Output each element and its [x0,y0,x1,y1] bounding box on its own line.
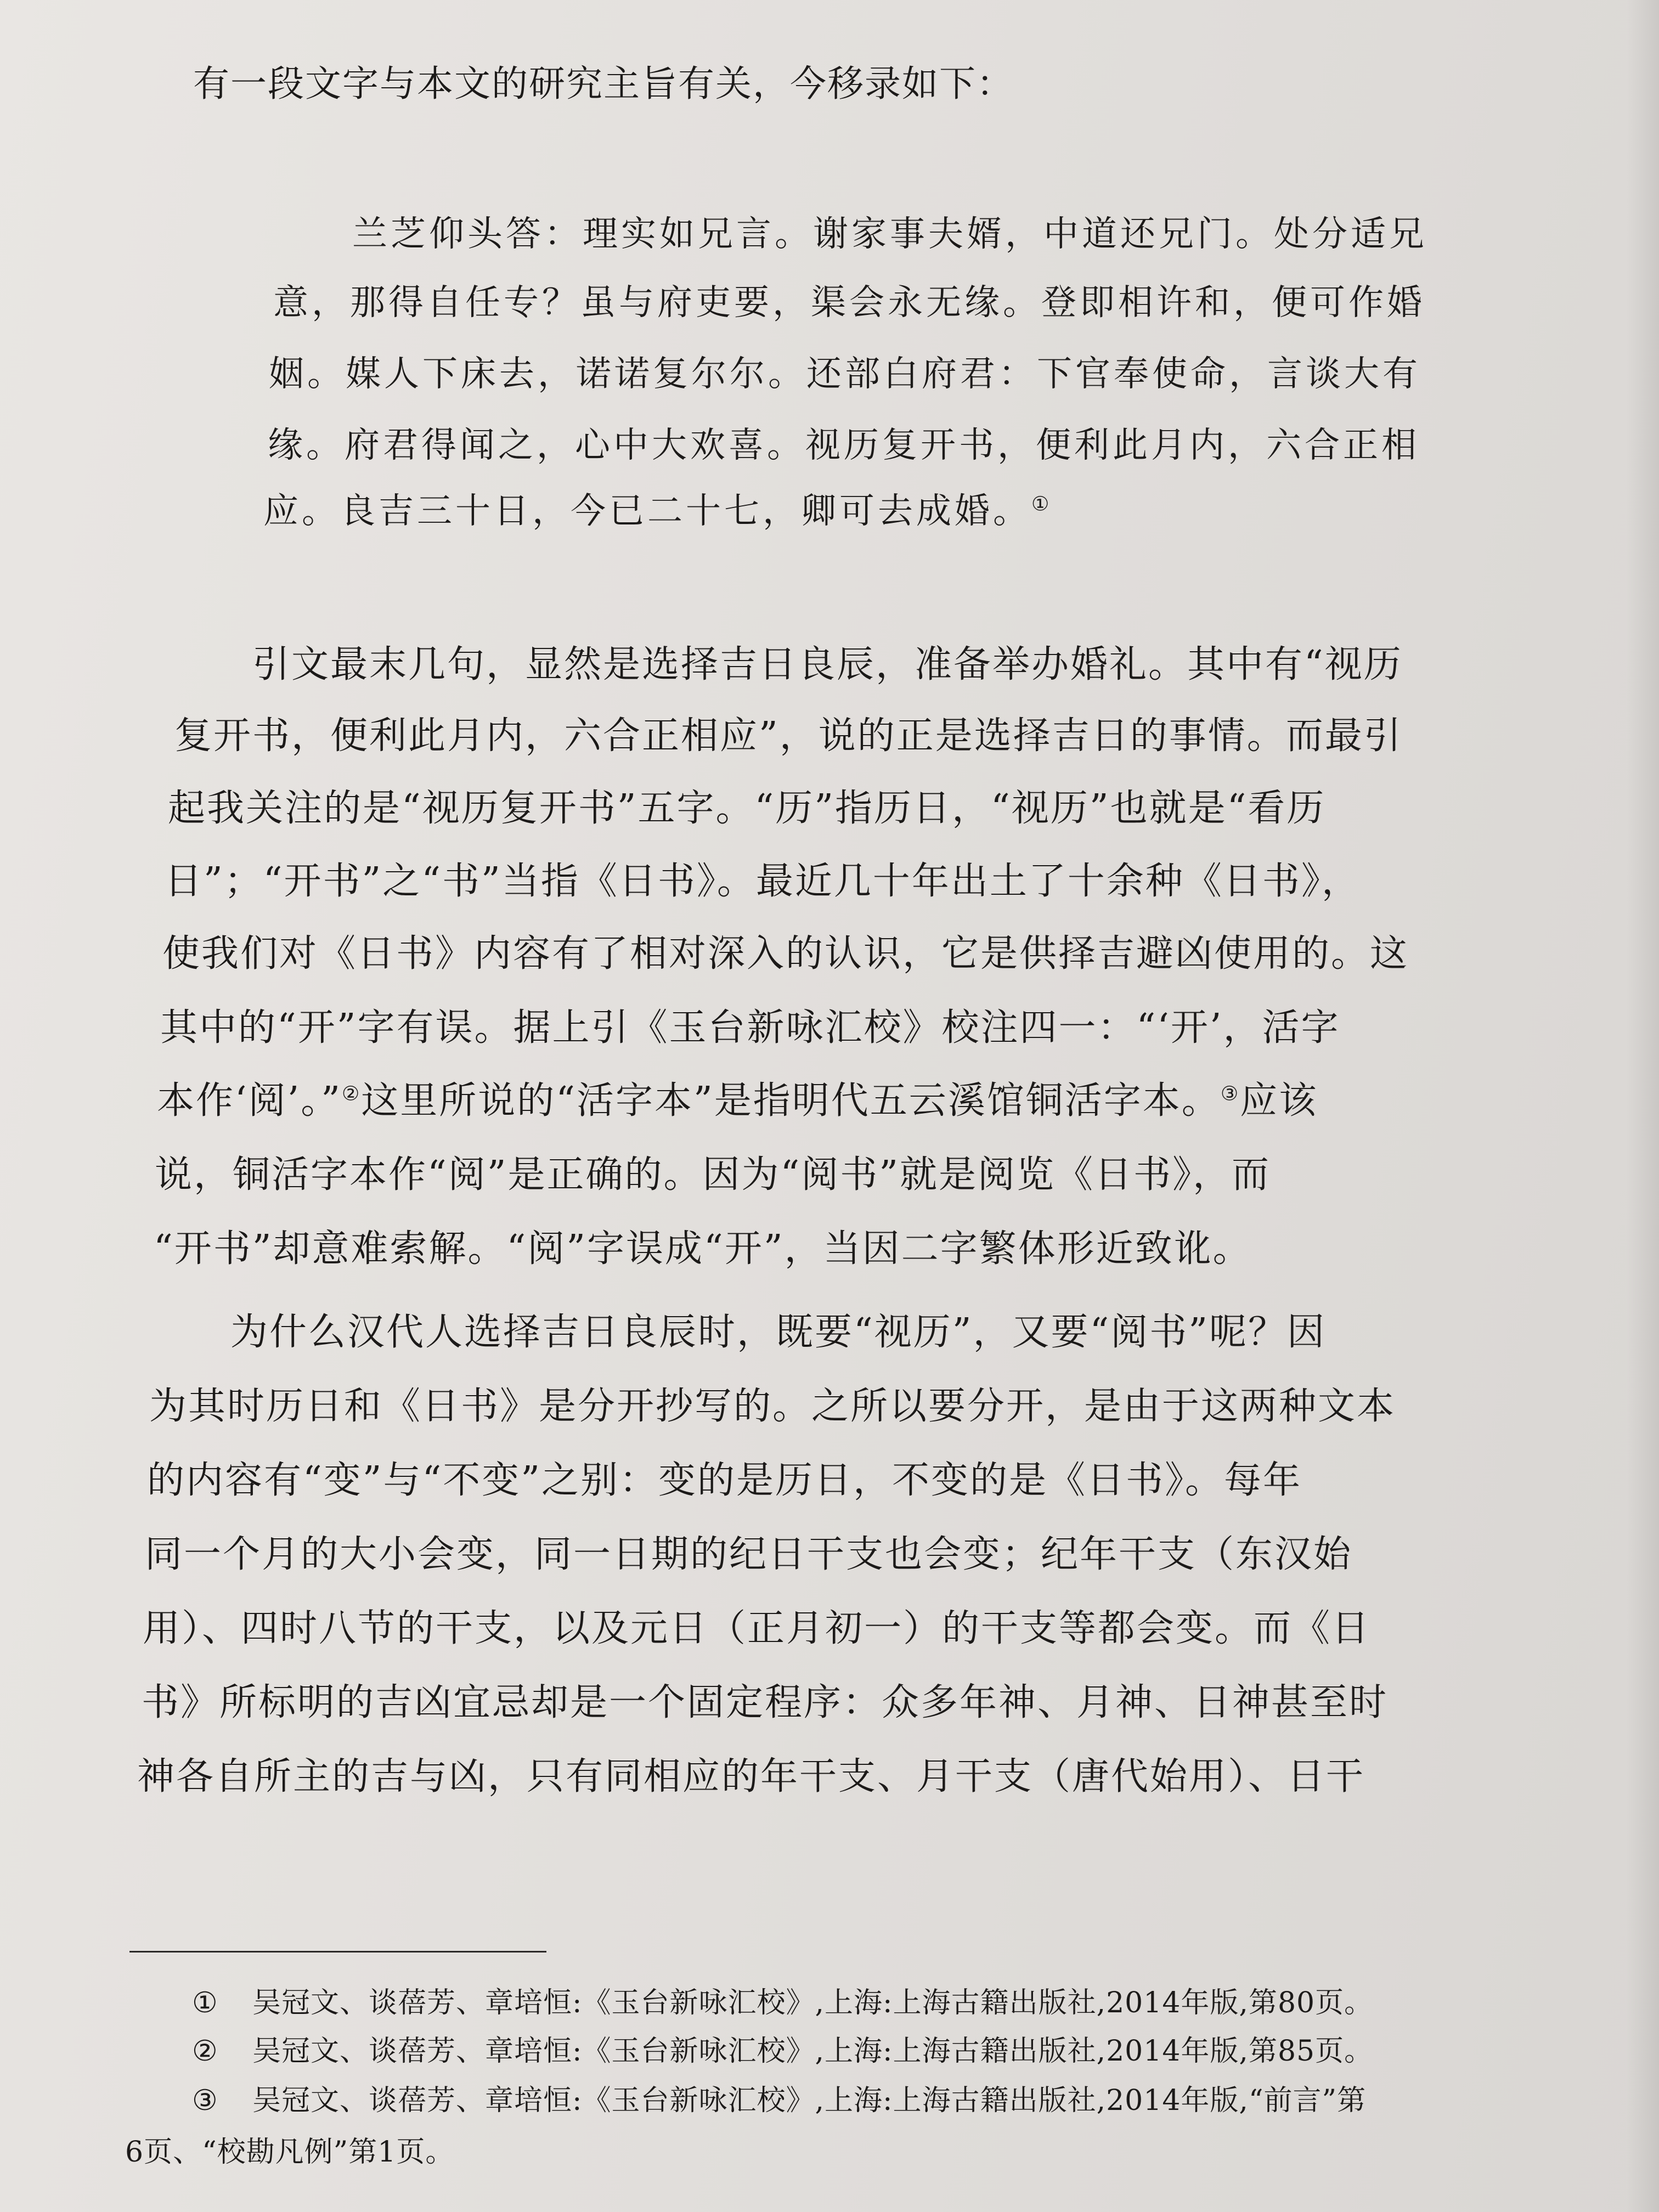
paragraph1-line: 说，铜活字本作“阅”是正确的。因为“阅书”就是阅览《日书》，而 [155,1153,1271,1197]
footnote-1 [192,1979,1373,2021]
paragraph1-line: 复开书，便利此月内，六合正相应”，说的正是选择吉日的事情。而最引 [174,714,1403,758]
paragraph2-line: 神各自所主的吉与凶，只有同相应的年干支、月干支（唐代始用）、日干 [137,1755,1365,1798]
paragraph1-line: 使我们对《日书》内容有了相对深入的认识，它是供择吉避凶使用的。这 [162,932,1409,975]
paragraph2-line: 书》所标明的吉凶宜忌却是一个固定程序：众多年神、月神、日神甚至时 [142,1681,1389,1724]
footnote-mark: ② [192,2035,218,2068]
footnote-text: 吴冠文、谈蓓芳、章培恒:《玉台新咏汇校》,上海:上海古籍出版社,2014年版,第80页。 [252,1987,1374,2019]
intro-line: 有一段文字与本文的研究主旨有关，今移录如下： [193,63,1014,105]
paragraph2-line: 用）、四时八节的干支，以及元日（正月初一）的干支等都会变。而《日 [143,1607,1371,1650]
footnote-mark: ① [192,1987,218,2019]
paragraph1-line: 引文最末几句，显然是选择吉日良辰，准备举办婚礼。其中有“视历 [252,643,1403,686]
quote-line: 缘。府君得闻之，心中大欢喜。视历复开书，便利此月内，六合正相 [268,426,1420,465]
footnote-3-continuation: 6页、“校勘凡例”第1页。 [125,2136,455,2169]
paragraph1-line: “开书”却意难索解。“阅”字误成“开”，当因二字繁体形近致讹。 [154,1227,1252,1271]
footnote-divider [129,1951,546,1953]
quote-line: 兰芝仰头答：理实如兄言。谢家事夫婿，中道还兄门。处分适兄 [352,215,1427,253]
paragraph2-line: 的内容有“变”与“不变”之别：变的是历日，不变的是《日书》。每年 [147,1459,1302,1502]
footnote-ref-3: ③ [1220,1082,1240,1105]
footnote-3 [192,2077,1366,2118]
quote-line: 意，那得自任专？虽与府吏要，渠会永无缘。登即相许和，便可作婚 [273,283,1425,322]
quote-line: 姻。媒人下床去，诺诺复尔尔。还部白府君：下官奉使命，言谈大有 [269,354,1421,393]
paragraph1-line: 起我关注的是“视历复开书”五字。“历”指历日，“视历”也就是“看历 [168,787,1326,830]
paragraph1-line: 其中的“开”字有误。据上引《玉台新咏汇校》校注四一：“‘开’，活字 [160,1006,1340,1049]
footnote-ref-2: ② [342,1082,362,1105]
page-edge-shadow [1626,0,1659,2212]
quote-line: 应。良吉三十日，今已二十七，卿可去成婚。① [263,492,1053,531]
paragraph1-line: 本作‘阅’。”②这里所说的“活字本”是指明代五云溪馆铜活字本。③应该 [157,1079,1318,1122]
footnote-text: 吴冠文、谈蓓芳、章培恒:《玉台新咏汇校》,上海:上海古籍出版社,2014年版,“前言”第 [252,2084,1367,2117]
footnote-2 [192,2028,1373,2069]
footnote-text: 吴冠文、谈蓓芳、章培恒:《玉台新咏汇校》,上海:上海古籍出版社,2014年版,第85页。 [252,2035,1374,2068]
footnote-ref-1: ① [1031,493,1053,515]
paragraph2-line: 为什么汉代人选择吉日良辰时，既要“视历”，又要“阅书”呢？因 [230,1311,1327,1354]
paragraph2-line: 为其时历日和《日书》是分开抄写的。之所以要分开，是由于这两种文本 [149,1385,1396,1428]
footnote-mark: ③ [192,2084,218,2117]
paragraph2-line: 同一个月的大小会变，同一日期的纪日干支也会变；纪年干支（东汉始 [145,1533,1353,1576]
paragraph1-line: 日”；“开书”之“书”当指《日书》。最近几十年出土了十余种《日书》， [165,860,1361,903]
